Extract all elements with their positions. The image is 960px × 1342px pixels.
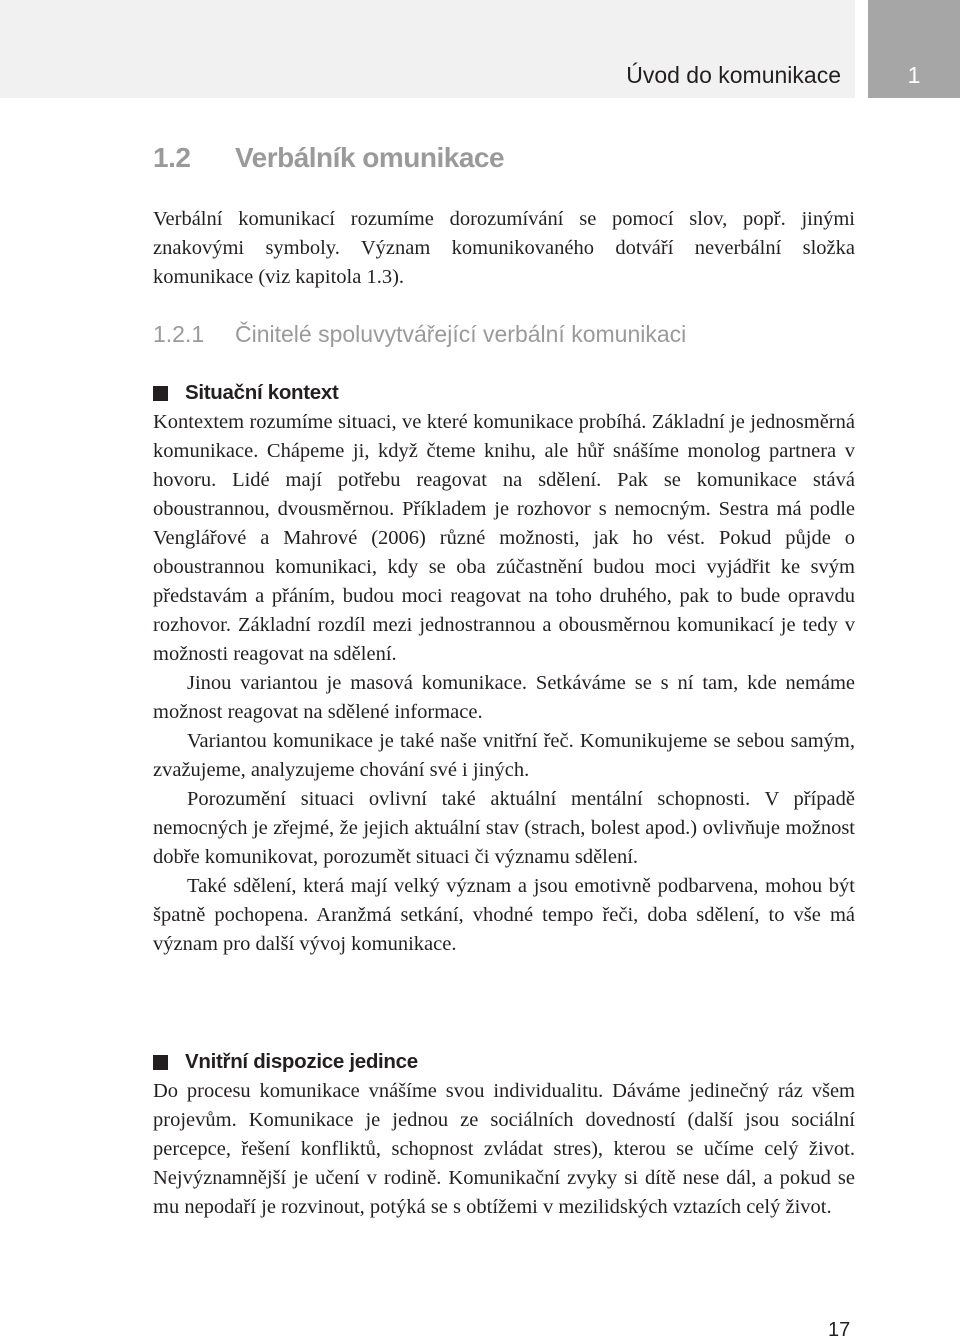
page-number: 17 [828, 1319, 851, 1341]
paragraph: Také sdělení, která mají velký význam a jsou emotivně podbarvena, mohou být špatně pochopena. Aranžmá setkání, vhodné tempo řeči, doba sdělení, to vše má význam pro další vývoj komunikace. [153, 875, 855, 955]
paragraph: Kontextem rozumíme situaci, ve které komunikace probíhá. Základní je jednosměrná komunikace. Chápeme ji, když čteme knihu, ale hůř snášíme monolog partnera v hovoru. Lidé mají potřebu reagovat na sdělení. Pak se komunikace stává oboustrannou, dvousměrnou. Příkladem je rozhovor s nemocným. Sestra má podle Venglářové a Mahrové (2006) různé možnosti, jak ho vést. Pokud půjde o oboustrannou komunikaci, kdy se oba zúčastnění budou moci vyjádřit ke svým představám a přáním, budou moci reagovat na toho druhého, pak to bude opravdu rozhovor. Základní rozdíl mezi jednostrannou a obousměrnou komunikací je tedy v možnosti reagovat na sdělení. [153, 411, 855, 665]
situacni-heading [153, 378, 855, 408]
section-number: 1.2 [153, 142, 191, 173]
running-header [0, 0, 855, 98]
section-vnitrni-dispozice [153, 1047, 855, 1222]
subsection-number: 1.2.1 [153, 321, 205, 347]
intro-paragraph: Verbální komunikací rozumíme dorozumívání se pomocí slov, popř. jinými znakovými symboly. Význam komunikovaného dotváří neverbální složka komunikace (viz kapitola 1.3). [153, 208, 855, 288]
section-title: Verbálník omunikace [235, 142, 505, 173]
paragraph: Variantou komunikace je také naše vnitřní řeč. Komunikujeme se sebou samým, zvažujeme, analyzujeme chování své i jiných. [153, 730, 855, 781]
chapter-number: 1 [907, 62, 921, 88]
intro-text [153, 205, 855, 292]
vnitrni-heading-text: Vnitřní dispozice jedince [185, 1050, 418, 1073]
bullet-square-icon [153, 1055, 168, 1070]
subsection-title: Činitelé spoluvytvářející verbální komunikaci [235, 321, 687, 347]
paragraph: Porozumění situaci ovlivní také aktuální mentální schopnosti. V případě nemocných je zřejmé, že jejich aktuální stav (strach, bolest apod.) ovlivňuje možnost dobře komunikovat, porozumět situaci či významu sdělení. [153, 788, 855, 868]
running-title: Úvod do komunikace [626, 62, 841, 88]
paragraph: Do procesu komunikace vnášíme svou individualitu. Dáváme jedinečný ráz všem projevům. Komunikace je jednou ze sociálních dovedností (další jsou sociální percepce, řešení konfliktů, schopnost zvládat stres), kterou se učíme celý život. Nejvýznamnější je učení v rodině. Komunikační zvyky si dítě nese dál, a pokud se mu nepodaří je rozvinout, potýká se s obtížemi v mezilidských vztazích celý život. [153, 1080, 855, 1218]
vnitrni-heading [153, 1047, 855, 1077]
bullet-square-icon [153, 386, 168, 401]
subsection-heading [153, 316, 686, 352]
section-heading [153, 138, 504, 178]
paragraph: Jinou variantou je masová komunikace. Setkáváme se s ní tam, kde nemáme možnost reagovat na sdělené informace. [153, 672, 855, 723]
situacni-heading-text: Situační kontext [185, 381, 339, 404]
section-situacni-kontext [153, 378, 855, 959]
chapter-tab [868, 0, 960, 98]
